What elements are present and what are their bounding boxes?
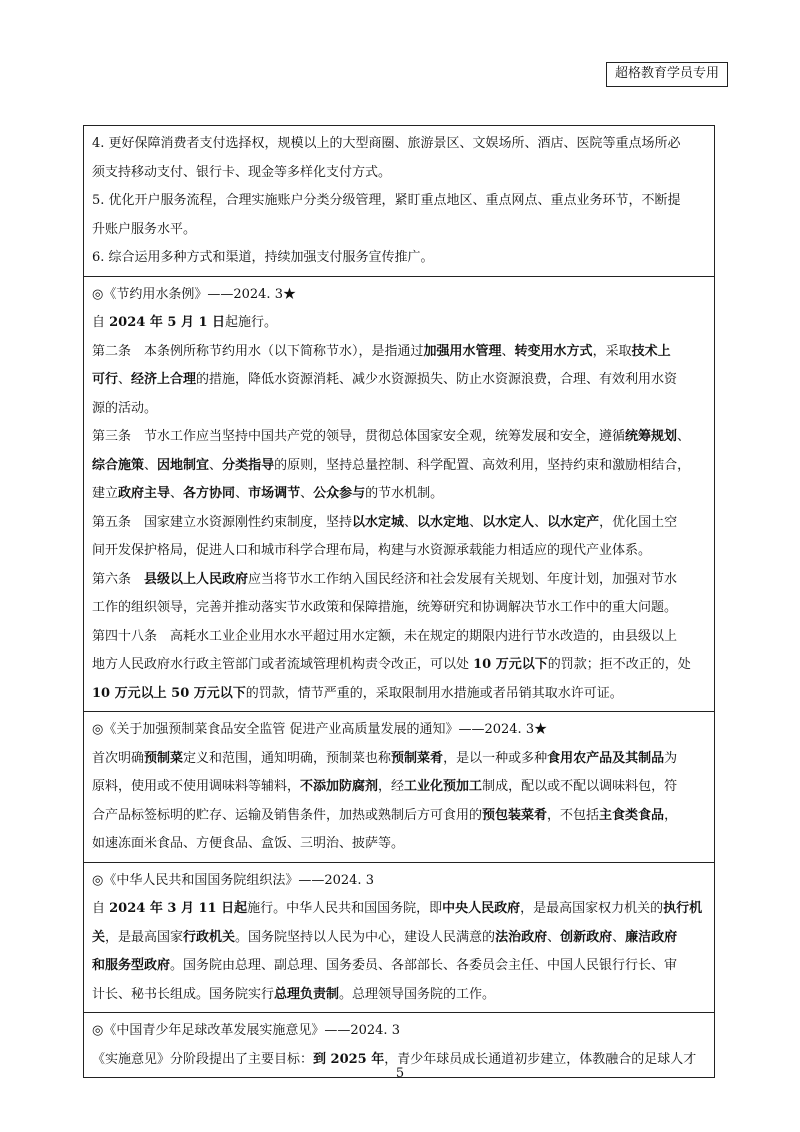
section-title: ◎《中华人民共和国国务院组织法》——2024. 3: [92, 872, 374, 888]
section-prepared-food: [84, 711, 714, 862]
article-48-line: 第四十八条 高耗水工业企业用水水平超过用水定额，未在规定的期限内进行节水改造的，由县级以上: [92, 628, 678, 644]
food-line: 如速冻面米食品、方便食品、盒饭、三明治、披萨等。: [92, 836, 405, 851]
payment-line: 须支持移动支付、银行卡、现金等多样化支付方式。: [92, 164, 392, 180]
section-water: [84, 276, 714, 712]
article-5-line: 第五条 国家建立水资源刚性约束制度，坚持以水定城、以水定地、以水定人、以水定产，优化国土空: [92, 514, 678, 530]
article-2-line: 可行、经济上合理的措施，降低水资源消耗、减少水资源损失、防止水资源浪费，合理、有效利用水资: [92, 372, 678, 387]
content-table: [83, 125, 715, 1078]
page-number: 5: [395, 1066, 405, 1081]
payment-line: 5. 优化开户服务流程，合理实施账户分类分级管理，紧盯重点地区、重点网点、重点业务环节，不断提: [92, 193, 681, 208]
section-state-council: [84, 862, 714, 1013]
food-line: 原料，使用或不使用调味料等辅料，不添加防腐剂，经工业化预加工制成，配以或不配以调味料包，符: [92, 779, 678, 794]
article-3-line: 建立政府主导、各方协同、市场调节、公众参与的节水机制。: [92, 486, 444, 501]
state-line: 计长、秘书长组成。国务院实行总理负责制。总理领导国务院的工作。: [92, 986, 496, 1002]
article-48-line: 地方人民政府水行政主管部门或者流域管理机构责令改正，可以处 10 万元以下的罚款；拒不改正的，处: [92, 657, 691, 672]
state-line: 自 2024 年 3 月 11 日起施行。中华人民共和国国务院，即中央人民政府，是最高国家权力机关的执行机: [92, 901, 703, 916]
payment-line: 4. 更好保障消费者支付选择权，规模以上的大型商圈、旅游景区、文娱场所、酒店、医院等重点场所必: [92, 136, 681, 151]
article-2-line: 第二条 本条例所称节约用水（以下简称节水），是指通过加强用水管理、转变用水方式，采取技术上: [92, 343, 671, 359]
section-title: ◎《节约用水条例》——2024. 3★: [92, 286, 296, 302]
state-line: 关，是最高国家行政机关。国务院坚持以人民为中心，建设人民满意的法治政府、创新政府、廉洁政府: [92, 929, 678, 945]
state-line: 和服务型政府。国务院由总理、副总理、国务委员、各部部长、各委员会主任、中国人民银行行长、审: [92, 958, 678, 973]
food-line: 首次明确预制菜定义和范围，通知明确，预制菜也称预制菜肴，是以一种或多种食用农产品及其制品为: [92, 750, 678, 766]
article-3-line: 第三条 节水工作应当坚持中国共产党的领导，贯彻总体国家安全观，统筹发展和安全，遵循统筹规划、: [92, 429, 691, 444]
header-tag: 超格教育学员专用: [606, 62, 728, 87]
article-2-line: 源的活动。: [92, 400, 158, 416]
article-48-line: 10 万元以上 50 万元以下的罚款，情节严重的，采取限制用水措施或者吊销其取水许可证。: [92, 685, 623, 701]
article-3-line: 综合施策、因地制宜、分类指导的原则，坚持总量控制、科学配置、高效利用，坚持约束和激励相结合，: [92, 457, 691, 473]
effective-date-line: 自 2024 年 5 月 1 日起施行。: [92, 315, 278, 330]
section-title: ◎《关于加强预制菜食品安全监管 促进产业高质量发展的通知》——2024. 3★: [92, 722, 548, 737]
article-6-line: 工作的组织领导，完善并推动落实节水政策和保障措施，统筹研究和协调解决节水工作中的重大问题。: [92, 600, 678, 615]
payment-line: 升账户服务水平。: [92, 221, 197, 237]
section-title: ◎《中国青少年足球改革发展实施意见》——2024. 3: [92, 1023, 400, 1038]
article-6-line: 第六条 县级以上人民政府应当将节水工作纳入国民经济和社会发展有关规划、年度计划，加强对节水: [92, 571, 678, 587]
football-line: 《实施意见》分阶段提出了主要目标：到 2025 年，青少年球员成长通道初步建立，体教融合的足球人才: [92, 1051, 697, 1067]
article-5-line: 间开发保护格局，促进人口和城市科学合理布局，构建与水资源承载能力相适应的现代产业体系。: [92, 543, 652, 558]
food-line: 合产品标签标明的贮存、运输及销售条件，加热或熟制后方可食用的预包装菜肴，不包括主食类食品，: [92, 807, 678, 823]
payment-line: 6. 综合运用多种方式和渠道，持续加强支付服务宣传推广。: [92, 250, 434, 265]
section-payment: [84, 126, 714, 276]
